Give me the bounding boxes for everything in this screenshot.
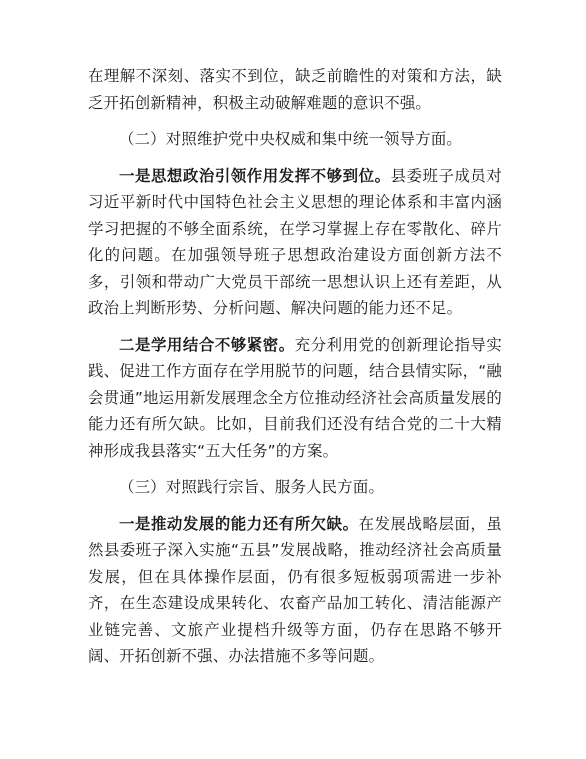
paragraph-body: 充分利用党的创新理论指导实践、促进工作方面存在学用脱节的问题，结合县情实际，“融会贯通”地运用新发展理念全方位推动经济社会高质量发展的能力还有所欠缺。比如，目前我们还没有结合党的二十大精神形成我县落实“五大任务”的方案。 [88,335,502,460]
paragraph-lead: 二是学用结合不够紧密。 [119,335,295,354]
paragraph-lead: 一是推动发展的能力还有所欠缺。 [119,514,359,533]
paragraph-development-capacity [88,511,502,670]
paragraph-political-guidance [88,163,502,322]
paragraph-study-application [88,332,502,465]
paragraph-lead: 一是思想政治引领作用发挥不够到位。 [119,166,391,185]
document-page [88,63,502,680]
section-heading-2: （二）对照维护党中央权威和集中统一领导方面。 [119,130,462,148]
paragraph-body: 在发展战略层面，虽然县委班子深入实施“五县”发展战略，推动经济社会高质量发展，但在具体操作层面，仍有很多短板弱项需进一步补齐，在生态建设成果转化、农畜产品加工转化、清洁能源产业链完善、文旅产业提档升级等方面，仍存在思路不够开阔、开拓创新不强、办法措施不多等问题。 [88,514,502,665]
section-heading-3: （三）对照践行宗旨、服务人民方面。 [119,478,385,496]
paragraph-body: 县委班子成员对习近平新时代中国特色社会主义思想的理论体系和丰富内涵学习把握的不够全面系统，在学习掌握上存在零散化、碎片化的问题。在加强领导班子思想政治建设方面创新方法不多，引领和带动广大党员干部统一思想认识上还有差距，从政治上判断形势、分析问题、解决问题的能力还不足。 [88,166,502,317]
paragraph-continuation: 在理解不深刻、落实不到位，缺乏前瞻性的对策和方法，缺乏开拓创新精神，积极主动破解难题的意识不强。 [88,67,502,112]
